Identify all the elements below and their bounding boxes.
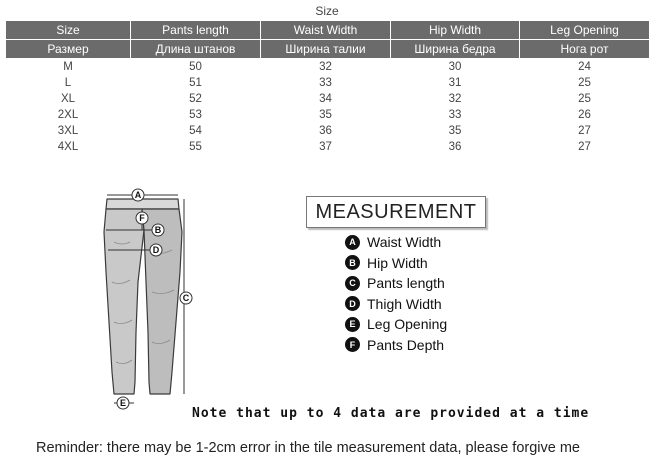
letter-f-icon: F [345, 337, 360, 352]
svg-text:E: E [119, 398, 127, 408]
svg-text:B: B [154, 225, 162, 235]
cell-size: 2XL [57, 109, 79, 121]
cell-size: L [64, 77, 72, 89]
legend-label: Pants length [367, 275, 445, 292]
letter-a-icon: A [345, 235, 360, 250]
cell-leg-opening: 26 [578, 109, 591, 121]
legend-item [345, 273, 447, 294]
cell-leg-opening: 27 [578, 125, 591, 137]
cell-waist-width: 32 [319, 61, 332, 73]
table-row [6, 123, 650, 139]
header-hip-width: Hip Width [391, 21, 520, 40]
cell-waist-width: 37 [319, 141, 332, 153]
table-row [6, 75, 650, 91]
cell-hip-width: 36 [448, 141, 462, 153]
cell-pants-length: 55 [189, 141, 202, 153]
header-waist-width: Waist Width [261, 21, 391, 40]
cell-hip-width: 33 [448, 109, 462, 121]
table-row [6, 139, 650, 155]
cell-pants-length: 50 [189, 61, 202, 73]
cell-pants-length: 53 [189, 109, 202, 121]
pants-sketch-icon [90, 182, 210, 414]
legend-label: Hip Width [367, 254, 428, 271]
svg-text:D: D [152, 245, 160, 255]
table-caption: Size [315, 4, 339, 18]
header-hip-width-ru: Ширина бедра [391, 40, 520, 59]
data-note: Note that up to 4 data are provided at a time [192, 406, 590, 421]
cell-hip-width: 35 [448, 125, 462, 137]
header-size-ru: Размер [6, 40, 131, 59]
table-row [6, 91, 650, 107]
table-row [6, 107, 650, 123]
header-size: Size [6, 21, 131, 40]
table-row [6, 59, 650, 76]
cell-pants-length: 51 [189, 77, 202, 89]
cell-pants-length: 52 [189, 93, 202, 105]
header-row-en [6, 21, 650, 40]
cell-waist-width: 35 [319, 109, 332, 121]
cell-size: 3XL [57, 125, 79, 137]
header-leg-opening-ru: Нога рот [520, 40, 650, 59]
legend-item [345, 335, 447, 356]
cell-waist-width: 36 [319, 125, 332, 137]
measurement-title: MEASUREMENT [306, 196, 486, 228]
cell-waist-width: 33 [319, 77, 332, 89]
cell-leg-opening: 25 [578, 77, 591, 89]
letter-c-icon: C [345, 276, 360, 291]
header-waist-width-ru: Ширина талии [261, 40, 391, 59]
cell-pants-length: 54 [189, 125, 202, 137]
svg-text:A: A [134, 190, 142, 200]
header-leg-opening: Leg Opening [520, 21, 650, 40]
legend-label: Thigh Width [367, 295, 442, 312]
pants-diagram [90, 182, 210, 414]
legend-item [345, 232, 447, 253]
measurement-legend [345, 232, 447, 355]
cell-leg-opening: 27 [578, 141, 591, 153]
error-reminder: Reminder: there may be 1-2cm error in the tile measurement data, please forgive me [36, 440, 580, 456]
cell-size: M [63, 61, 73, 73]
cell-leg-opening: 24 [578, 61, 591, 73]
header-pants-length-ru: Длина штанов [131, 40, 261, 59]
cell-size: 4XL [57, 141, 79, 153]
legend-item [345, 314, 447, 335]
legend-item [345, 253, 447, 274]
letter-d-icon: D [345, 296, 360, 311]
cell-hip-width: 30 [448, 61, 462, 73]
cell-size: XL [60, 93, 76, 105]
cell-hip-width: 32 [448, 93, 462, 105]
header-row-ru [6, 40, 650, 59]
cell-hip-width: 31 [448, 77, 462, 89]
letter-e-icon: E [345, 317, 360, 332]
legend-label: Pants Depth [367, 336, 445, 353]
legend-label: Waist Width [367, 234, 442, 251]
legend-label: Leg Opening [367, 316, 448, 333]
size-chart-table [5, 20, 650, 155]
svg-text:C: C [182, 293, 190, 303]
svg-text:F: F [139, 213, 145, 223]
cell-leg-opening: 25 [578, 93, 591, 105]
legend-item [345, 294, 447, 315]
letter-b-icon: B [345, 255, 360, 270]
cell-waist-width: 34 [319, 93, 332, 105]
header-pants-length: Pants length [131, 21, 261, 40]
